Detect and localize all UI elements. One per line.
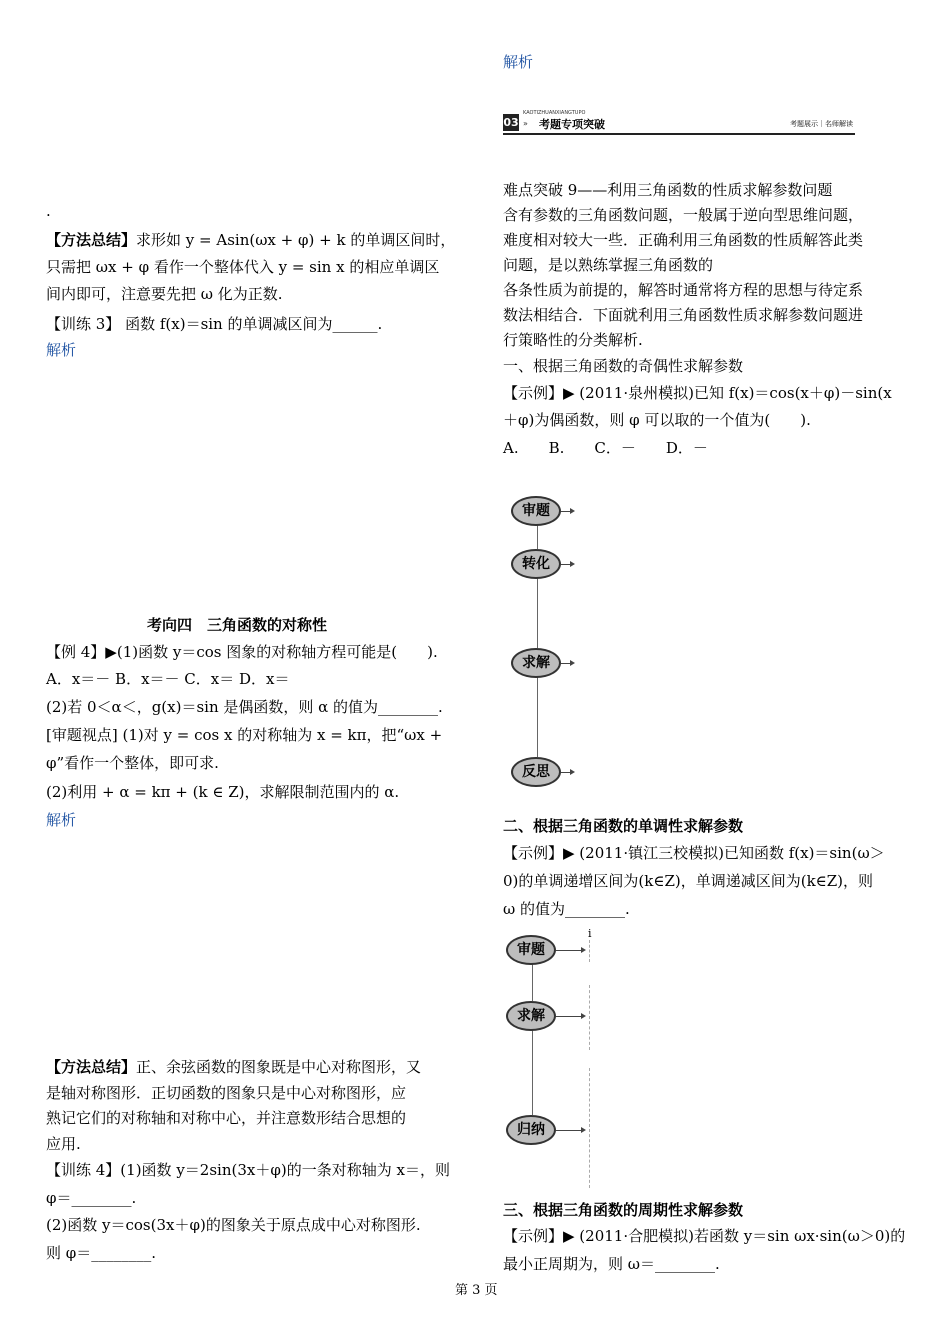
flow-connector bbox=[537, 677, 538, 757]
intro-line4: 问题，是以熟练掌握三角函数的 bbox=[503, 256, 714, 274]
banner-title: 考题专项突破 bbox=[539, 118, 605, 131]
flow-step-review: 审题 bbox=[506, 935, 556, 965]
analysis-link-1[interactable]: 解析 bbox=[46, 341, 77, 359]
method-summary-2-line1 bbox=[46, 1054, 421, 1080]
section-2-heading: 二、根据三角函数的单调性求解参数 bbox=[503, 817, 744, 835]
analysis-link-2[interactable]: 解析 bbox=[46, 811, 77, 829]
section-1-heading: 一、根据三角函数的奇偶性求解参数 bbox=[503, 357, 744, 375]
banner-pinyin: KAOTIZHUANXIANGTUPO bbox=[523, 110, 586, 116]
example-2-line2: 0)的单调递增区间为(k∈Z)，单调递减区间为(k∈Z)，则 bbox=[503, 872, 874, 890]
flow-step-solve: 求解 bbox=[506, 1001, 556, 1031]
intro-line1: 难点突破 9——利用三角函数的性质求解参数问题 bbox=[503, 181, 833, 199]
flow-mark: i bbox=[588, 927, 592, 940]
example-1-options: A. B. C．－ D．－ bbox=[503, 439, 708, 457]
example-4-line2: (2)若 0＜α＜，g(x)＝sin 是偶函数，则 α 的值为________. bbox=[46, 698, 443, 716]
topic-banner bbox=[503, 110, 855, 135]
method-summary-label: 【方法总结】 bbox=[46, 1058, 137, 1076]
flow-step-reflect: 反思 bbox=[511, 757, 561, 787]
example-2-line1: 【示例】▶ (2011·镇江三校模拟)已知函数 f(x)＝sin(ω＞ bbox=[503, 844, 885, 862]
page-number: 第 3 页 bbox=[455, 1283, 498, 1298]
flow-connector bbox=[537, 578, 538, 648]
intro-line2: 含有参数的三角函数问题，一般属于逆向型思维问题， bbox=[503, 206, 864, 224]
example-2-line3: ω 的值为________. bbox=[503, 900, 630, 918]
training-4-line1: 【训练 4】(1)函数 y＝2sin(3x＋φ)的一条对称轴为 x＝，则 bbox=[46, 1161, 450, 1179]
flow-step-review: 审题 bbox=[511, 496, 561, 526]
training-4-line3: (2)函数 y＝cos(3x＋φ)的图象关于原点成中心对称图形. bbox=[46, 1216, 421, 1234]
analysis-link-top[interactable]: 解析 bbox=[503, 53, 534, 71]
example-3-line2: 最小正周期为，则 ω＝________. bbox=[503, 1255, 720, 1273]
flow-connector bbox=[532, 964, 533, 1001]
flow-step-solve: 求解 bbox=[511, 648, 561, 678]
example-3-line1: 【示例】▶ (2011·合肥模拟)若函数 y＝sin ωx·sin(ω＞0)的 bbox=[503, 1227, 906, 1245]
arrow-right-icon bbox=[561, 564, 571, 565]
method-summary-1-line1 bbox=[46, 227, 455, 253]
banner-right-label: 考题展示｜名师解读 bbox=[790, 120, 853, 128]
section-heading-4: 考向四 三角函数的对称性 bbox=[147, 616, 328, 634]
arrow-right-icon bbox=[561, 511, 571, 512]
method-summary-1-line2: 只需把 ωx + φ 看作一个整体代入 y = sin x 的相应单调区 bbox=[46, 258, 440, 276]
banner-number: 03 bbox=[503, 116, 519, 129]
training-4-line2: φ＝________. bbox=[46, 1189, 137, 1207]
method-summary-text: 正、余弦函数的图象既是中心对称图形，又 bbox=[136, 1058, 422, 1076]
arrow-right-icon bbox=[556, 1130, 582, 1131]
method-summary-1-line3: 间内即可，注意要先把 ω 化为正数. bbox=[46, 285, 283, 303]
method-summary-2-line4: 应用. bbox=[46, 1135, 81, 1153]
flow-step-summarize: 归纳 bbox=[506, 1115, 556, 1145]
arrow-right-icon bbox=[556, 950, 582, 951]
flow-connector bbox=[537, 525, 538, 549]
method-summary-label: 【方法总结】 bbox=[46, 231, 137, 249]
review-viewpoint-line1: [审题视点] (1)对 y = cos x 的对称轴为 x = kπ，把“ωx + bbox=[46, 726, 443, 744]
example-1-line1: 【示例】▶ (2011·泉州模拟)已知 f(x)＝cos(x＋φ)－sin(x bbox=[503, 384, 892, 402]
stray-dot: . bbox=[46, 202, 51, 220]
intro-line7: 行策略性的分类解析. bbox=[503, 331, 643, 349]
example-4-options: A．x＝－ B．x＝－ C．x＝ D．x＝ bbox=[46, 670, 290, 688]
intro-line5: 各条性质为前提的，解答时通常将方程的思想与待定系 bbox=[503, 281, 864, 299]
arrow-right-icon bbox=[561, 663, 571, 664]
intro-line3: 难度相对较大一些．正确利用三角函数的性质解答此类 bbox=[503, 231, 864, 249]
example-4-line1: 【例 4】▶(1)函数 y＝cos 图象的对称轴方程可能是( ). bbox=[46, 643, 438, 661]
chevron-icon: » bbox=[523, 119, 528, 128]
review-viewpoint-line2: φ”看作一个整体，即可求. bbox=[46, 754, 219, 772]
flow-divider bbox=[589, 985, 590, 1050]
example-1-line2: ＋φ)为偶函数，则 φ 可以取的一个值为( ). bbox=[503, 411, 811, 429]
method-summary-2-line3: 熟记它们的对称轴和对称中心，并注意数形结合思想的 bbox=[46, 1109, 407, 1127]
training-4-line4: 则 φ＝________. bbox=[46, 1244, 157, 1262]
flow-divider bbox=[589, 940, 590, 962]
flow-divider bbox=[589, 1068, 590, 1188]
flow-step-transform: 转化 bbox=[511, 549, 561, 579]
training-3: 【训练 3】 函数 f(x)＝sin 的单调减区间为______. bbox=[46, 315, 383, 333]
method-summary-2-line2: 是轴对称图形．正切函数的图象只是中心对称图形，应 bbox=[46, 1084, 407, 1102]
flow-connector bbox=[532, 1030, 533, 1115]
section-3-heading: 三、根据三角函数的周期性求解参数 bbox=[503, 1201, 744, 1219]
intro-line6: 数法相结合．下面就利用三角函数性质求解参数问题进 bbox=[503, 306, 864, 324]
review-viewpoint-line3: (2)利用 + α = kπ + (k ∈ Z)，求解限制范围内的 α. bbox=[46, 783, 400, 801]
arrow-right-icon bbox=[561, 772, 571, 773]
arrow-right-icon bbox=[556, 1016, 582, 1017]
method-summary-text: 求形如 y = Asin(ωx + φ) + k 的单调区间时， bbox=[136, 231, 456, 249]
